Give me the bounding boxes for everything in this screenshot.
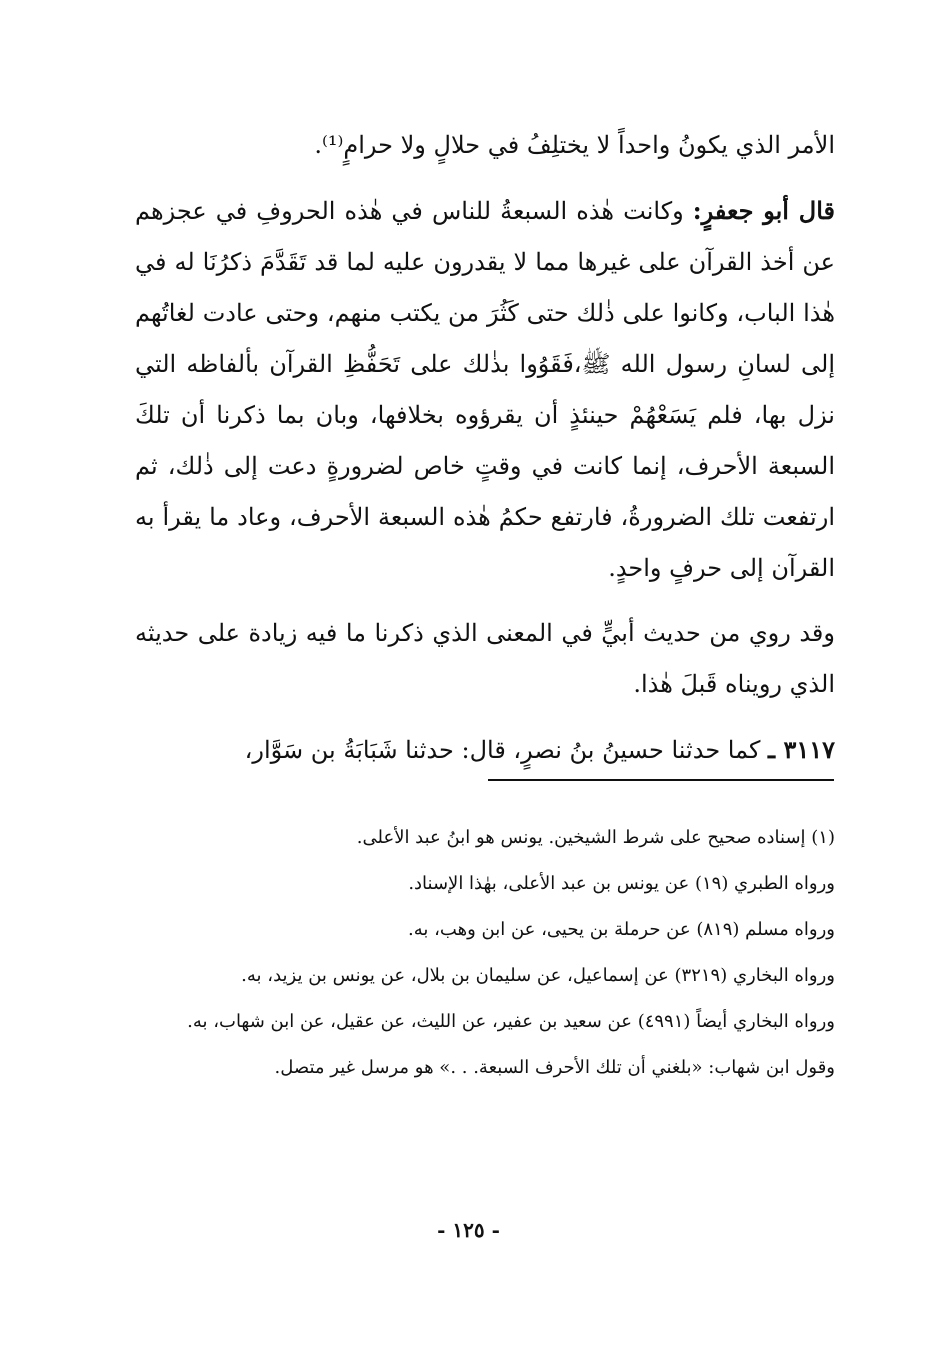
paragraph-1-text: الأمر الذي يكونُ واحداً لا يختلِفُ في حلالٍ ولا حرامٍ⁽¹⁾. <box>314 131 835 159</box>
footnote-line: ورواه البخاري أيضاً (٤٩٩١) عن سعيد بن عفير، عن الليث، عن عقيل، عن ابن شهاب، به. <box>187 1011 835 1032</box>
footnote-line: ورواه البخاري (٣٢١٩) عن إسماعيل، عن سليمان بن بلال، عن يونس بن يزيد، به. <box>241 965 835 986</box>
paragraph-4 <box>135 724 835 776</box>
lead-label: قال أبو جعفرٍ: <box>692 196 835 225</box>
footnotes-section <box>135 818 835 1094</box>
footnote-line: (١) إسناده صحيح على شرط الشيخين. يونس هو ابنُ عبد الأعلى. <box>356 827 835 848</box>
page-number: - ١٢٥ - <box>437 1218 500 1242</box>
paragraph-3-text: وقد روي من حديث أبيٍّ في المعنى الذي ذكرنا ما فيه زيادة على حديثه الذي رويناه قَبلَ هٰذا. <box>135 619 835 698</box>
footnote-line: ورواه مسلم (٨١٩) عن حرملة بن يحيى، عن ابن وهب، به. <box>408 919 835 940</box>
footnote-line: وقول ابن شهاب: «بلغني أن تلك الأحرف السبعة. . .» هو مرسل غير متصل. <box>274 1057 835 1078</box>
paragraph-3 <box>135 608 835 710</box>
footnote-separator <box>488 779 834 781</box>
paragraph-1 <box>135 120 835 171</box>
footnote-line: ورواه الطبري (١٩) عن يونس بن عبد الأعلى، بهٰذا الإسناد. <box>408 873 835 894</box>
paragraph-2 <box>135 185 835 594</box>
hadith-number: ٣١١٧ ـ <box>768 735 835 764</box>
paragraph-4-text: كما حدثنا حسينُ بنُ نصرٍ، قال: حدثنا شَبَابَةُ بن سَوَّار، <box>244 736 761 764</box>
paragraph-2-text: وكانت هٰذه السبعةُ للناس في هٰذه الحروفِ في عجزهم عن أخذ القرآن على غيرها مما لا يقدرون عليه لما قد تَقَدَّمَ ذكرُنَا له في هٰذا الباب، وكانوا على ذٰلك حتى كَثُرَ من يكتب منهم، وحتى عادت لغاتُهم إلى لسانِ رسول الله ﷺ،فَقَوُوا بذٰلك على تَحَفُّظِ القرآن بألفاظه التي نزل بها، فلم يَسَعْهُمْ حينئذٍ أن يقرؤوه بخلافها، وبان بما ذكرنا أن تلكَ السبعة الأحرف، إنما كانت في وقتٍ خاص لضرورةٍ دعت إلى ذٰلك، ثم ارتفعت تلك الضرورةُ، فارتفع حكمُ هٰذه السبعة الأحرف، وعاد ما يقرأ به القرآن إلى حرفٍ واحدٍ. <box>135 197 835 582</box>
main-text-body <box>135 120 835 790</box>
